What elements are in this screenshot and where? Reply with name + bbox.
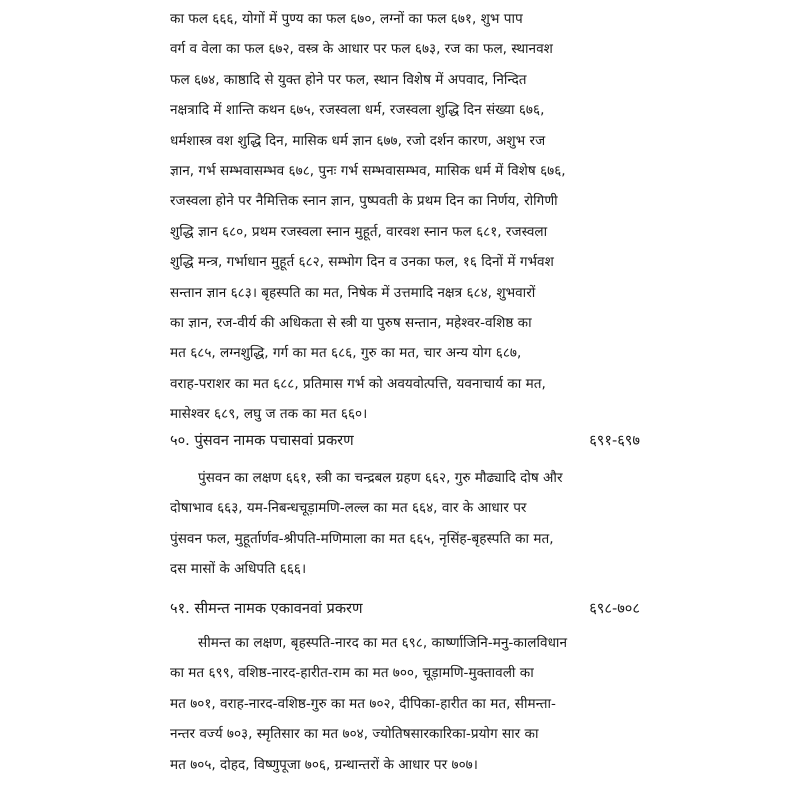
text-line: नक्षत्रादि में शान्ति कथन ६७५, रजस्वला धर्म, रजस्वला शुद्धि दिन संख्या ६७६,	[170, 102, 545, 119]
text-line: मत ६८५, लग्नशुद्धि, गर्ग का मत ६८६, गुरु का मत, चार अन्य योग ६८७,	[170, 345, 522, 362]
section-title: ५०. पुंसवन नामक पचासवां प्रकरण	[170, 432, 354, 449]
text-line: ज्ञान, गर्भ सम्भवासम्भव ६७८, पुनः गर्भ सम्भवासम्भव, मासिक धर्म में विशेष ६७६,	[170, 162, 566, 179]
text-line: वर्ग व वेला का फल ६७२, वस्त्र के आधार पर फल ६७३, रज का फल, स्थानवश	[170, 41, 553, 58]
section-paragraph	[170, 463, 640, 585]
text-line: धर्मशास्त्र वश शुद्धि दिन, मासिक धर्म ज्ञान ६७७, रजो दर्शन कारण, अशुभ रज	[170, 132, 546, 149]
text-line: रजस्वला होने पर नैमित्तिक स्नान ज्ञान, पुष्पवती के प्रथम दिन का निर्णय, रोगिणी	[170, 193, 558, 210]
page-range: ६९८-७०८	[589, 600, 640, 617]
text-line: पुंसवन का लक्षण ६६१, स्त्री का चन्द्रबल ग्रहण ६६२, गुरु मौढ्यादि दोष और	[198, 470, 563, 486]
text-line: सीमन्त का लक्षण, बृहस्पति-नारद का मत ६९८, कार्ष्णाजिनि-मनु-कालविधान	[198, 635, 567, 651]
section-paragraph	[170, 628, 640, 780]
text-line: दस मासों के अधिपति ६६६।	[170, 561, 307, 578]
text-line: पुंसवन फल, मुहूर्तार्णव-श्रीपति-मणिमाला का मत ६६५, नृसिंह-बृहस्पति का मत,	[170, 530, 554, 547]
text-line: मासेश्वर ६८९, लघु ज तक का मत ६६०।	[170, 406, 368, 423]
text-line: का फल ६६६, योगों में पुण्य का फल ६७०, लग्नों का फल ६७१, शुभ पाप	[170, 11, 523, 27]
text-line: वराह-पराशर का मत ६८८, प्रतिमास गर्भ को अवयवोत्पत्ति, यवनाचार्य का मत,	[170, 375, 546, 392]
text-line: का मत ६९९, वशिष्ठ-नारद-हारीत-राम का मत ७००, चूड़ामणि-मुक्तावली का	[170, 665, 534, 682]
page-range: ६९१-६९७	[589, 432, 640, 449]
text-line: शुद्धि मन्त्र, गर्भाधान मुहूर्त ६८२, सम्भोग दिन व उनका फल, १६ दिनों में गर्भवश	[170, 254, 554, 271]
text-line: शुद्धि ज्ञान ६८०, प्रथम रजस्वला स्नान मुहूर्त, वारवश स्नान फल ६८१, रजस्वला	[170, 223, 548, 240]
text-line: फल ६७४, काष्ठादि से युक्त होने पर फल, स्थान विशेष में अपवाद, निन्दित	[170, 71, 527, 88]
text-line: सन्तान ज्ञान ६८३। बृहस्पति का मत, निषेक में उत्तमादि नक्षत्र ६८४, शुभवारों	[170, 284, 536, 301]
continued-paragraph	[170, 4, 640, 429]
text-line: नन्तर वर्ज्य ७०३, स्मृतिसार का मत ७०४, ज्योतिषसारकारिका-प्रयोग सार का	[170, 726, 539, 743]
text-line: का ज्ञान, रज-वीर्य की अधिकता से स्त्री या पुरुष सन्तान, महेश्वर-वशिष्ठ का	[170, 314, 532, 331]
text-line: मत ७०१, वराह-नारद-वशिष्ठ-गुरु का मत ७०२, दीपिका-हारीत का मत, सीमन्ता-	[170, 695, 556, 712]
section-heading	[170, 426, 640, 456]
text-line: मत ७०५, दोहद, विष्णुपूजा ७०६, ग्रन्थान्तरों के आधार पर ७०७।	[170, 756, 478, 773]
book-page	[170, 0, 640, 800]
text-line: दोषाभाव ६६३, यम-निबन्धचूड़ामणि-लल्ल का मत ६६४, वार के आधार पर	[170, 500, 527, 517]
section-title: ५१. सीमन्त नामक एकावनवां प्रकरण	[170, 600, 363, 617]
section-heading	[170, 594, 640, 624]
